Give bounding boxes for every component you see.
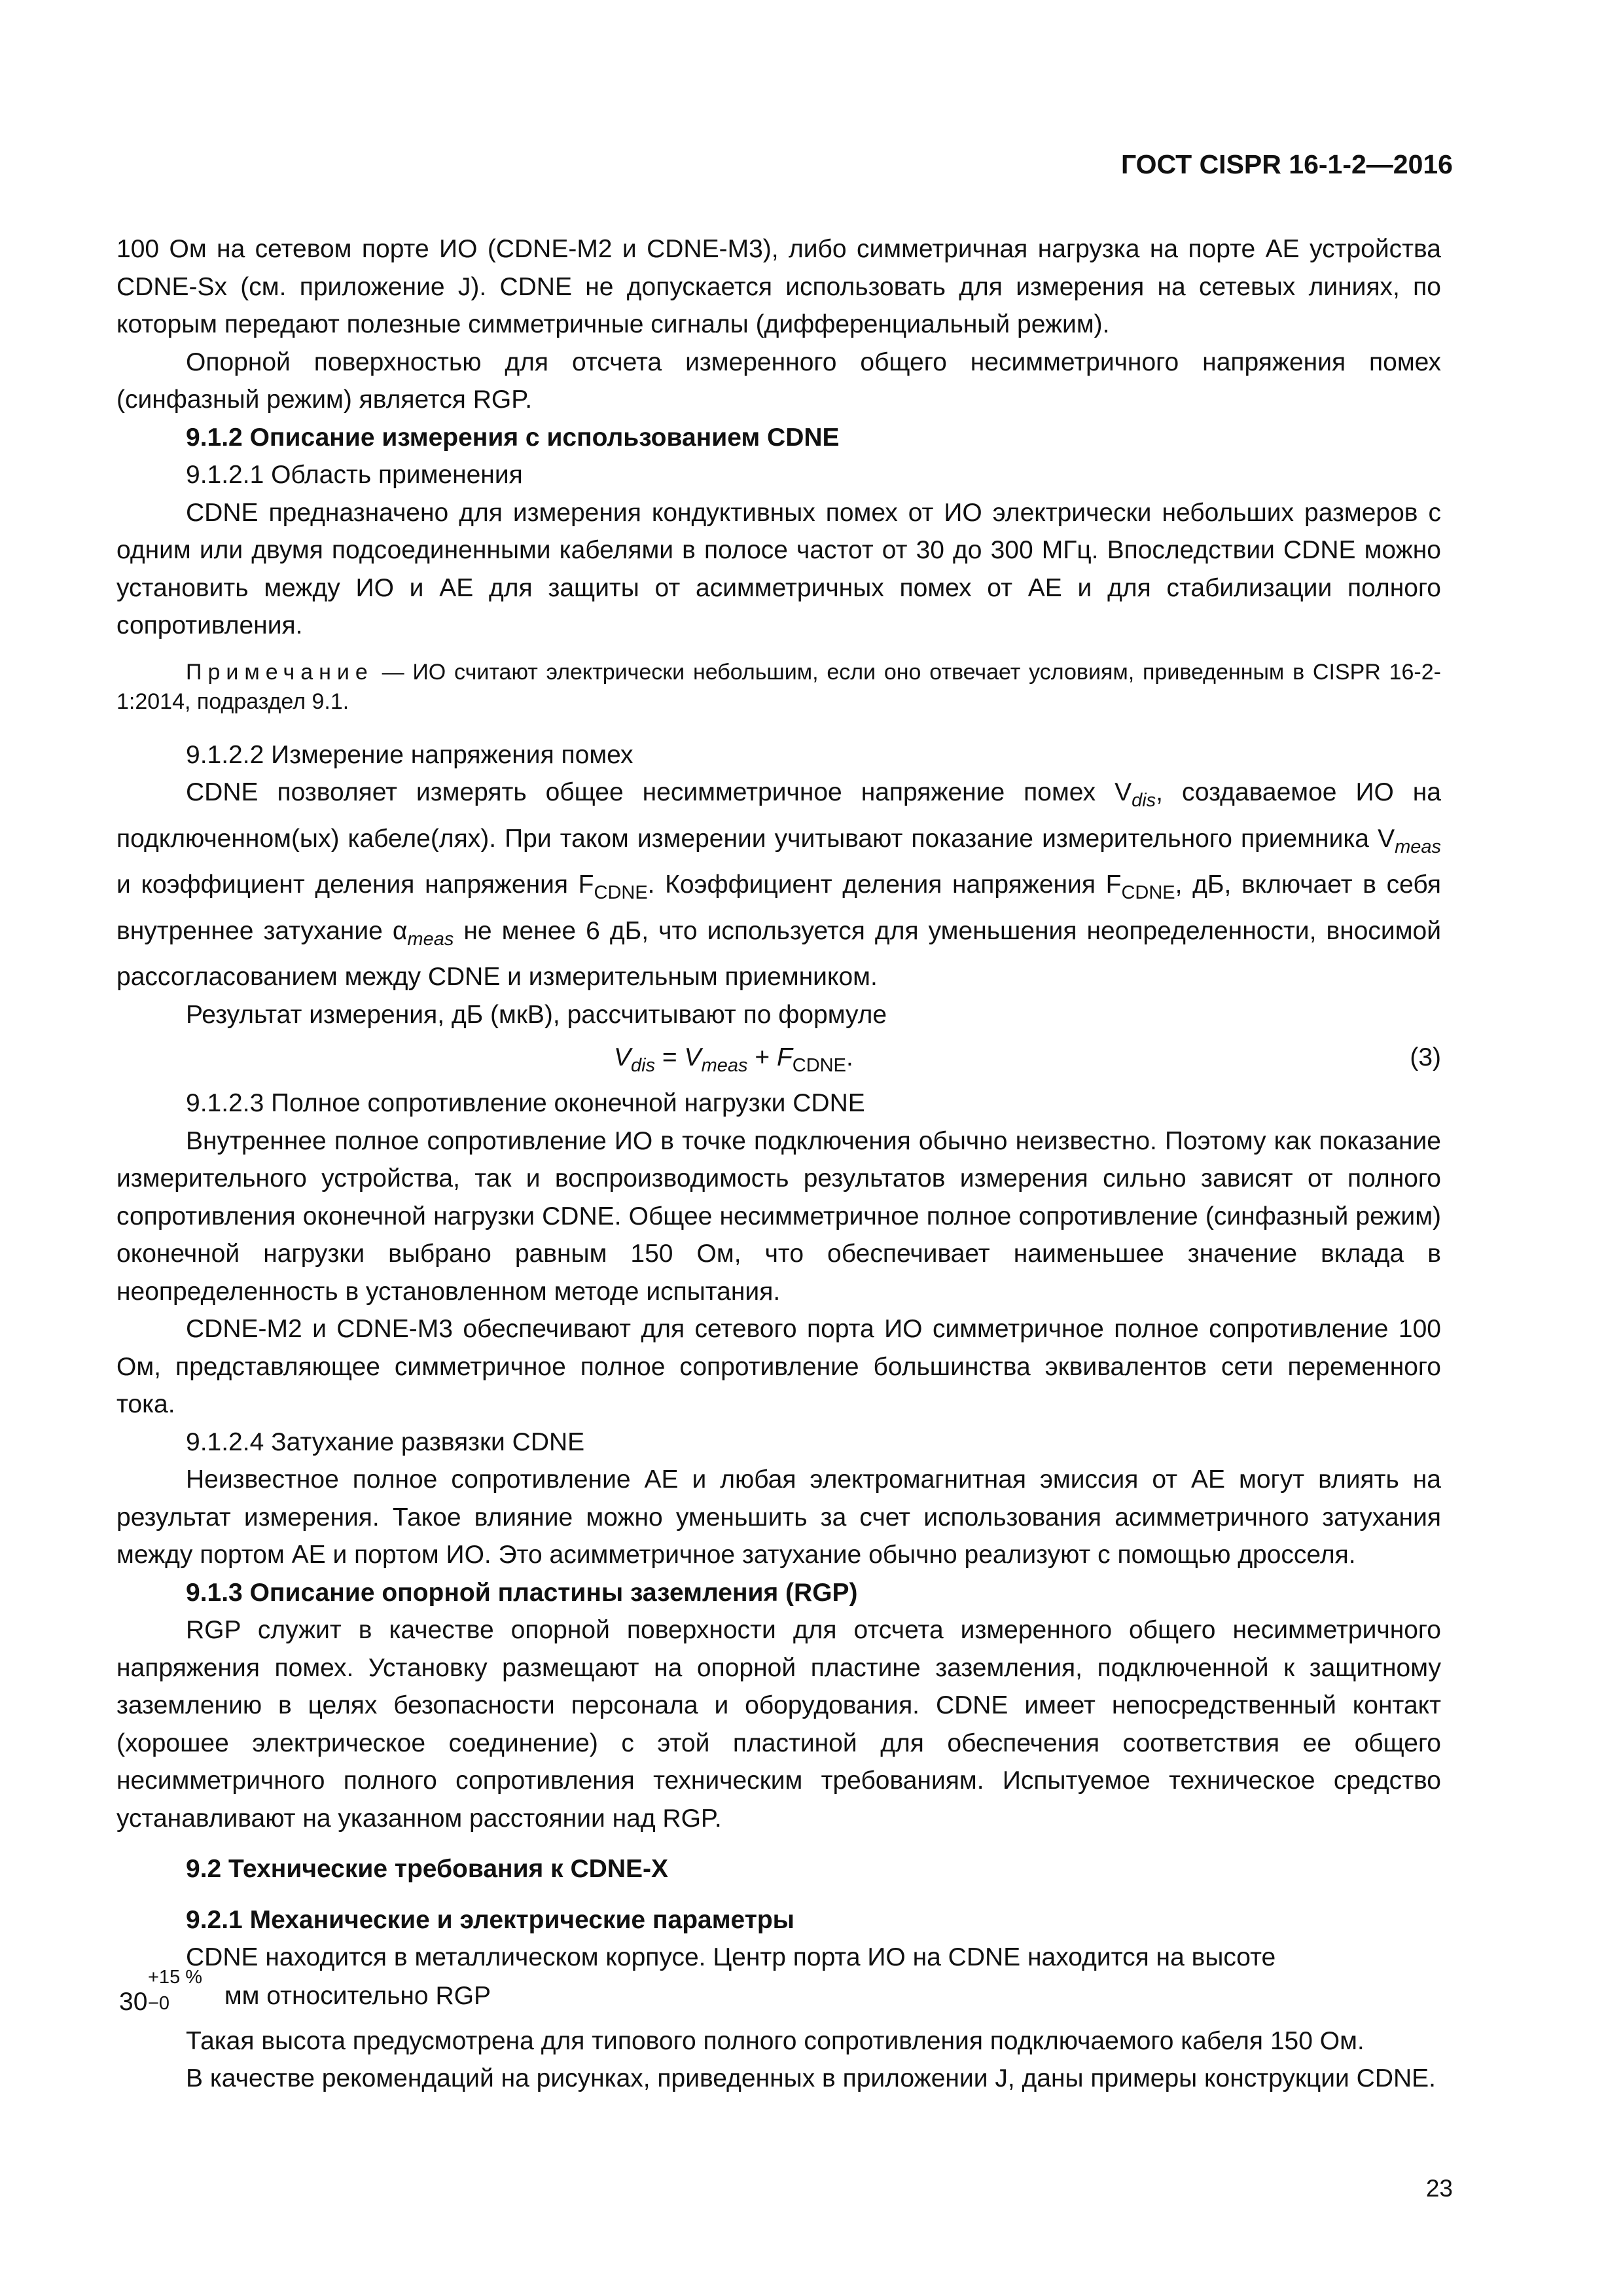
paragraph: CDNE предназначено для измерения кондуктивных помех от ИО электрически небольших размеров с одним или двумя подсоединенными кабелями в полосе частот от 30 до 300 МГц. Впоследствии CDNE можно установить между ИО и АЕ для защиты от асимметричных помех от АЕ и для стабилизации полного сопротивления. — [116, 498, 1441, 639]
formula-end: . — [846, 1043, 853, 1071]
formula-symbol: F — [776, 1043, 793, 1071]
formula-expression — [614, 1039, 853, 1085]
formula-symbol: V — [614, 1043, 632, 1071]
text-run: не менее 6 дБ, что используется для уменьшения неопределенности, вносимой рассогласованием между CDNE и измерительным приемником. — [116, 916, 1442, 991]
note-label: Примечание — [186, 659, 374, 685]
paragraph-height-tolerance — [116, 1966, 1441, 2016]
paragraph: CDNE находится в металлическом корпусе. Центр порта ИО на CDNE находится на высоте — [186, 1943, 1276, 1971]
paragraph: Опорной поверхностью для отсчета измеренного общего несимметричного напряжения помех (синфазный режим) является RGP. — [116, 348, 1441, 414]
tolerance-upper: +15 % — [148, 1966, 203, 1988]
tolerance-base: 30 — [119, 1987, 148, 2016]
document-header: ГОСТ CISPR 16-1-2—2016 — [1120, 149, 1453, 179]
paragraph: 100 Ом на сетевом порте ИО (CDNE-M2 и CDNE-M3), либо симметричная нагрузка на порте АЕ устройства CDNE-Sx (см. приложение J). CDNE не допускается использовать для измерения на сетевых линиях, по которым передают полезные симметричные сигналы (дифференциальный режим). — [116, 235, 1441, 338]
formula-subscript: meas — [701, 1055, 748, 1076]
note — [116, 658, 1441, 717]
page-number: 23 — [1425, 2175, 1453, 2202]
subsection-heading-9-1-2-3: 9.1.2.3 Полное сопротивление оконечной нагрузки CDNE — [186, 1089, 865, 1117]
page-body — [116, 230, 1441, 2098]
text-run: и коэффициент деления напряжения F — [116, 870, 594, 899]
paragraph: Результат измерения, дБ (мкВ), рассчитывают по формуле — [186, 1000, 887, 1029]
paragraph: CDNE-M2 и CDNE-M3 обеспечивают для сетевого порта ИО симметричное полное сопротивление 100 Ом, представляющее симметричное полное сопротивление большинства эквивалентов сети переменного тока. — [116, 1315, 1441, 1418]
section-heading-9-2-1: 9.2.1 Механические и электрические параметры — [186, 1905, 794, 1934]
text-run: CDNE позволяет измерять общее несимметричное напряжение помех V — [186, 778, 1132, 806]
formula-3 — [116, 1039, 1441, 1085]
subscript: dis — [1132, 790, 1156, 811]
paragraph: RGP служит в качестве опорной поверхности для отсчета измеренного общего несимметричного напряжения помех. Установку размещают на опорной пластине заземления, подключенной к защитному заземлению в целях безопасности персонала и оборудования. CDNE имеет непосредственный контакт (хорошее электрическое соединение) с этой пластиной для обеспечения соответствия ее общего несимметричного полного сопротивления техническим требованиям. Испытуемое техническое средство устанавливают на указанном расстоянии над RGP. — [116, 1616, 1441, 1833]
paragraph: В качестве рекомендаций на рисунках, приведенных в приложении J, даны примеры конструкции CDNE. — [186, 2064, 1436, 2092]
text-run: мм относительно RGP — [217, 1981, 491, 2010]
paragraph: Неизвестное полное сопротивление АЕ и любая электромагнитная эмиссия от АЕ могут влиять на результат измерения. Такое влияние можно уменьшить за счет использования асимметричного затухания между портом АЕ и портом ИО. Это асимметричное затухание обычно реализуют с помощью дросселя. — [116, 1465, 1441, 1569]
formula-number: (3) — [1410, 1043, 1441, 1071]
text-run: , создаваемое ИО на подключенном(ых) кабеле(лях). При таком измерении учитывают показание измерительного приемника V — [116, 778, 1441, 853]
section-heading-9-2: 9.2 Технические требования к CDNE-X — [186, 1855, 669, 1883]
subscript: CDNE — [1121, 882, 1175, 903]
subscript: meas — [407, 928, 454, 950]
subscript: meas — [1395, 836, 1441, 857]
formula-subscript: dis — [631, 1055, 656, 1076]
tolerance-value — [119, 1966, 217, 2016]
formula-subscript: CDNE — [792, 1055, 846, 1076]
subsection-heading-9-1-2-1: 9.1.2.1 Область применения — [186, 461, 523, 489]
tolerance-lower: −0 — [148, 1992, 170, 2014]
section-heading-9-1-2: 9.1.2 Описание измерения с использованием CDNE — [186, 423, 840, 452]
paragraph: Такая высота предусмотрена для типового полного сопротивления подключаемого кабеля 150 Ом. — [186, 2026, 1364, 2055]
note-text: — ИО считают электрически небольшим, если оно отвечает условиям, приведенным в CISPR 16-2-1:2014, подраздел 9.1. — [116, 659, 1441, 714]
subsection-heading-9-1-2-2: 9.1.2.2 Измерение напряжения помех — [186, 740, 633, 769]
formula-symbol: V — [684, 1043, 702, 1071]
paragraph-measurement — [116, 774, 1441, 996]
subsection-heading-9-1-2-4: 9.1.2.4 Затухание развязки CDNE — [186, 1427, 585, 1456]
subscript: CDNE — [594, 882, 648, 903]
formula-operator: + — [747, 1043, 777, 1071]
text-run: . Коэффициент деления напряжения F — [647, 870, 1122, 899]
paragraph: Внутреннее полное сопротивление ИО в точке подключения обычно неизвестно. Поэтому как показание измерительного устройства, так и воспроизводимость результатов измерения сильно зависят от полного сопротивления оконечной нагрузки CDNE. Общее несимметричное полное сопротивление (синфазный режим) оконечной нагрузки выбрано равным 150 Ом, что обеспечивает наименьшее значение вклада в неопределенность в установленном методе испытания. — [116, 1126, 1441, 1306]
text-run: , дБ, включает в себя внутреннее затухание α — [116, 870, 1441, 945]
formula-operator: = — [655, 1043, 685, 1071]
section-heading-9-1-3: 9.1.3 Описание опорной пластины заземления (RGP) — [186, 1578, 858, 1607]
